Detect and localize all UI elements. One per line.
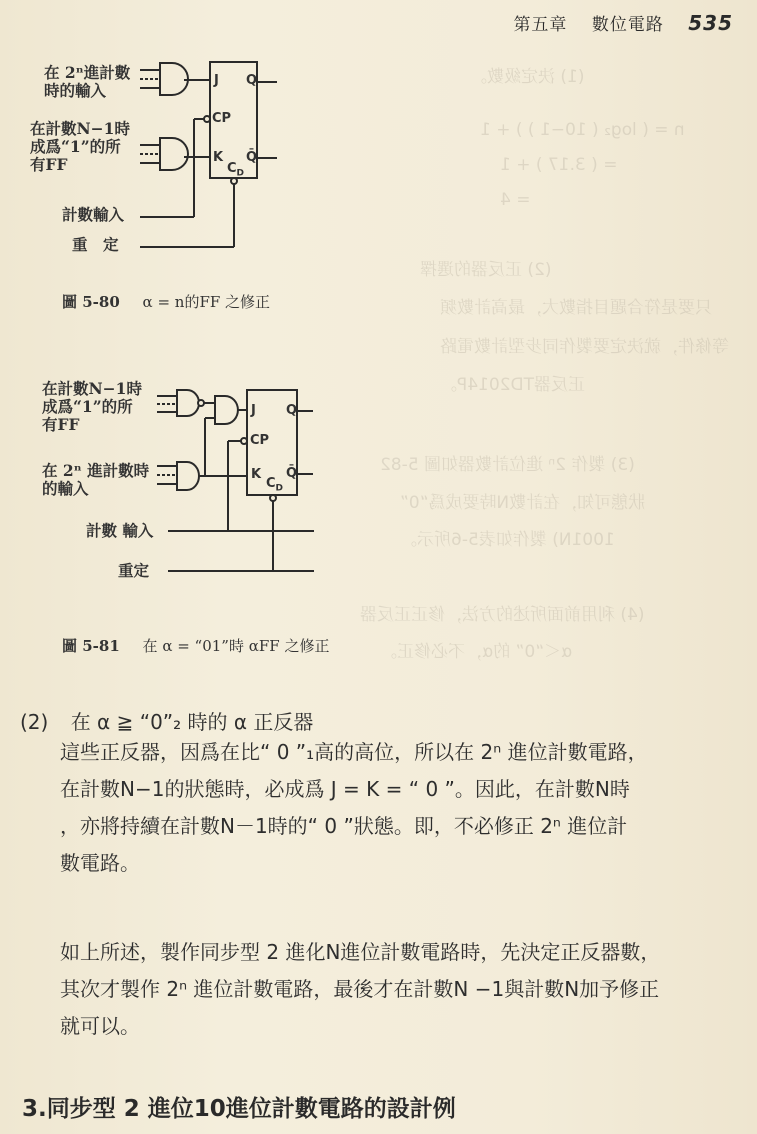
text-line: 其次才製作 2ⁿ 進位計數電路，最後才在計數N −1與計數N加予修正 xyxy=(60,977,660,1001)
fig80-label-2n-input: 在 2ⁿ進計數 時的輸入 xyxy=(44,63,131,100)
section-label: 數位電路 xyxy=(591,15,664,35)
fig81-label-n-minus-1: 在計數N−1時 成爲“1”的所 有FF xyxy=(42,379,142,434)
pin-qbar: Q̄ xyxy=(286,466,298,481)
summary-paragraph xyxy=(60,934,750,1045)
text-line: 在計數N−1的狀態時，必成爲 J = K = “ 0 ”。因此，在計數N時 xyxy=(60,777,630,801)
text-line: 數電路。 xyxy=(60,851,140,875)
bleed-through-text: (4) 利用前面所述的方法，修正正反器 xyxy=(360,605,645,625)
nand-gate-icon xyxy=(157,390,204,416)
fig80-label-reset: 重 定 xyxy=(72,235,119,254)
chapter-label: 第五章 xyxy=(513,15,568,35)
bleed-through-text: (1) 決定級數。 xyxy=(470,67,585,87)
figure-caption-text: 在 α = “01”時 αFF 之修正 xyxy=(142,637,330,655)
page-number: 535 xyxy=(688,11,733,35)
bleed-through-text: 等條件，就決定要製作同步型計數電路 xyxy=(440,337,729,357)
pin-qbar: Q̄ xyxy=(246,150,258,165)
bleed-through-text: n = ( log₂ ( 10−1 ) ) + 1 xyxy=(480,120,685,140)
pin-j: J xyxy=(251,403,256,418)
text-line: 如上所述，製作同步型 2 進化N進位計數電路時，先決定正反器數， xyxy=(60,940,661,964)
item-2-body xyxy=(60,734,750,882)
bleed-through-text: (3) 製作 2ⁿ 進位計數器如圖 5-82 xyxy=(380,455,635,475)
pin-k: K xyxy=(213,150,224,165)
figure-caption-text: α = n的FF 之修正 xyxy=(142,293,271,311)
bleed-through-text: 1001N) 製作如表5-6所示。 xyxy=(400,530,615,550)
text-line: 就可以。 xyxy=(60,1014,140,1038)
bleed-through-text: = 4 xyxy=(500,190,531,210)
bleed-through-text: = ( 3.17 ) + 1 xyxy=(500,155,618,175)
section-3-heading: 3.同步型 2 進位10進位計數電路的設計例 xyxy=(22,1096,456,1122)
fig80-label-n-minus-1: 在計數N−1時 成爲“1”的所 有FF xyxy=(30,119,130,174)
pin-cd: $C_D$ xyxy=(266,476,284,494)
pin-k: K xyxy=(251,467,262,482)
fig81-label-2n-input: 在 2ⁿ 進計數時 的輸入 xyxy=(42,461,150,498)
pin-cp: CP xyxy=(250,433,270,448)
pin-cp: CP xyxy=(212,111,232,126)
pin-q: Q xyxy=(286,403,298,418)
item-title: 在 α ≧ “0”₂ 時的 α 正反器 xyxy=(70,710,314,734)
bleed-through-text: (2) 正反器的選擇 xyxy=(420,260,552,280)
bleed-through-text: α＜“0” 的α，不必修正。 xyxy=(380,642,573,662)
figure-number: 圖 5-81 xyxy=(62,637,120,655)
item-2-heading xyxy=(20,706,313,735)
figure-number: 圖 5-80 xyxy=(62,293,120,311)
text-line: 這些正反器，因爲在比“ 0 ”₁高的高位，所以在 2ⁿ 進位計數電路， xyxy=(60,740,648,764)
bleed-through-text: 只要是符合題目指數大，最高計數頻 xyxy=(440,298,712,318)
and-gate-icon xyxy=(215,396,238,424)
fig81-label-count-input: 計數 輸入 xyxy=(86,521,154,540)
fig80-label-count-input: 計數輸入 xyxy=(62,205,125,224)
pin-j: J xyxy=(214,73,219,88)
item-number: (2) xyxy=(20,710,49,734)
text-line: ，亦將持續在計數N－1時的“ 0 ”狀態。即，不必修正 2ⁿ 進位計 xyxy=(60,814,628,838)
fig81-label-reset: 重定 xyxy=(118,561,150,580)
bleed-through-text: 狀態可知，在計數N時要成爲“0” xyxy=(400,493,646,513)
and-gate-icon xyxy=(157,462,199,490)
bleed-through-text: 正反器TD2014P。 xyxy=(440,375,585,395)
pin-q: Q xyxy=(246,73,258,88)
figure-caption xyxy=(62,635,329,656)
pin-cd: $C_D$ xyxy=(227,161,245,179)
